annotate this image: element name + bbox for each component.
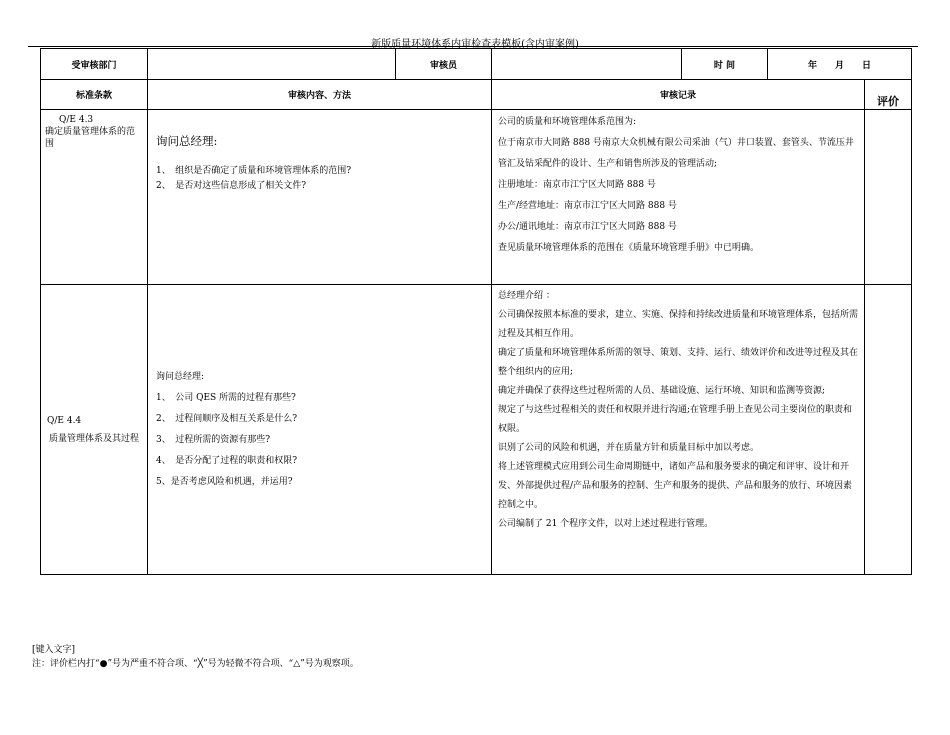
rating-cell[interactable]	[865, 285, 912, 575]
question-item: 1、 组织是否确定了质量和环境管理体系的范围?	[156, 166, 352, 176]
col-rating-header: 评价	[865, 80, 912, 110]
record-line: 确定并确保了获得这些过程所需的人员、基础设施、运行环境、知识和监测等资源;	[498, 386, 826, 396]
col-clause-header: 标准条款	[41, 80, 148, 110]
header-row	[41, 49, 912, 80]
record-line: 规定了与这些过程相关的责任和权限并进行沟通;在管理手册上查见公司主要岗位的职责和权限。	[498, 405, 853, 434]
record-line: 确定了质量和环境管理体系所需的领导、策划、支持、运行、绩效评价和改进等过程及其在整个组织内的应用;	[498, 348, 859, 377]
record-line: 公司编制了 21 个程序文件，以对上述过程进行管理。	[498, 519, 714, 529]
record-line: 公司确保按照本标准的要求，建立、实施、保持和持续改进质量和环境管理体系，包括所需过程及其相互作用。	[498, 310, 859, 339]
record-line: 注册地址：南京市江宁区大同路 888 号	[498, 180, 656, 190]
date-field[interactable]: 年 月 日	[768, 49, 912, 80]
dept-label: 受审核部门	[41, 49, 148, 80]
record-cell	[492, 285, 865, 575]
header-rule	[28, 46, 918, 47]
col-content-header: 审核内容、方法	[148, 80, 492, 110]
content-intro: 询问总经理:	[156, 134, 218, 148]
clause-code: Q/E 4.4	[47, 415, 82, 426]
record-cell	[492, 110, 865, 285]
question-item: 3、 过程所需的资源有那些?	[156, 434, 271, 445]
record-line: 查见质量环境管理体系的范围在《质量环境管理手册》中已明确。	[498, 243, 760, 253]
question-item: 4、 是否分配了过程的职责和权限?	[156, 455, 298, 466]
dept-value-cell[interactable]	[148, 49, 396, 80]
record-line: 识别了公司的风险和机遇，并在质量方针和质量目标中加以考虑。	[498, 443, 760, 453]
clause-cell	[41, 110, 148, 285]
column-header-row	[41, 80, 912, 110]
footer-note: 注：评价栏内打“●”号为严重不符合项、“╳”号为轻微不符合项、“△”号为观察项。	[32, 659, 359, 669]
auditor-value-cell[interactable]	[492, 49, 682, 80]
footer-placeholder[interactable]: [键入文字]	[32, 645, 76, 655]
clause-cell	[41, 285, 148, 575]
question-item: 2、 是否对这些信息形成了相关文件?	[156, 181, 307, 191]
record-line: 将上述管理模式应用到公司生命周期链中，诸如产品和服务要求的确定和评审、设计和开发、外部提供过程/产品和服务的控制、生产和服务的提供、产品和服务的放行、环境因素控制之中。	[498, 462, 853, 510]
rating-cell[interactable]	[865, 110, 912, 285]
clause-code: Q/E 4.3	[59, 115, 94, 125]
record-line: 总经理介绍 ：	[498, 291, 555, 301]
record-line: 办公/通讯地址：南京市江宁区大同路 888 号	[498, 222, 677, 232]
page-title: 新版质量环境体系内审检查表模板(含内审案例)	[371, 39, 579, 50]
time-label: 时 间	[682, 49, 768, 80]
clause-title: 质量管理体系及其过程	[48, 433, 139, 444]
table-row	[41, 285, 912, 575]
col-record-header: 审核记录	[492, 80, 865, 110]
record-line: 生产/经营地址：南京市江宁区大同路 888 号	[498, 201, 677, 211]
record-line: 位于南京市大同路 888 号南京大众机械有限公司采油（气）井口装置、套管头、节流压井管汇及钻采配件的设计、生产和销售所涉及的管理活动;	[498, 138, 854, 169]
content-intro: 询问总经理:	[156, 371, 205, 382]
auditor-label: 审核员	[396, 49, 492, 80]
table-row	[41, 110, 912, 285]
question-item: 5、是否考虑风险和机遇，并运用?	[156, 476, 293, 487]
clause-title: 确定质量管理体系的范围	[45, 127, 136, 149]
record-line: 公司的质量和环境管理体系范围为:	[498, 117, 637, 127]
question-item: 1、 公司 QES 所需的过程有那些?	[156, 392, 296, 403]
question-item: 2、 过程间顺序及相互关系是什么?	[156, 413, 298, 424]
audit-checklist-table	[40, 48, 912, 575]
content-cell	[148, 110, 492, 285]
content-cell	[148, 285, 492, 575]
